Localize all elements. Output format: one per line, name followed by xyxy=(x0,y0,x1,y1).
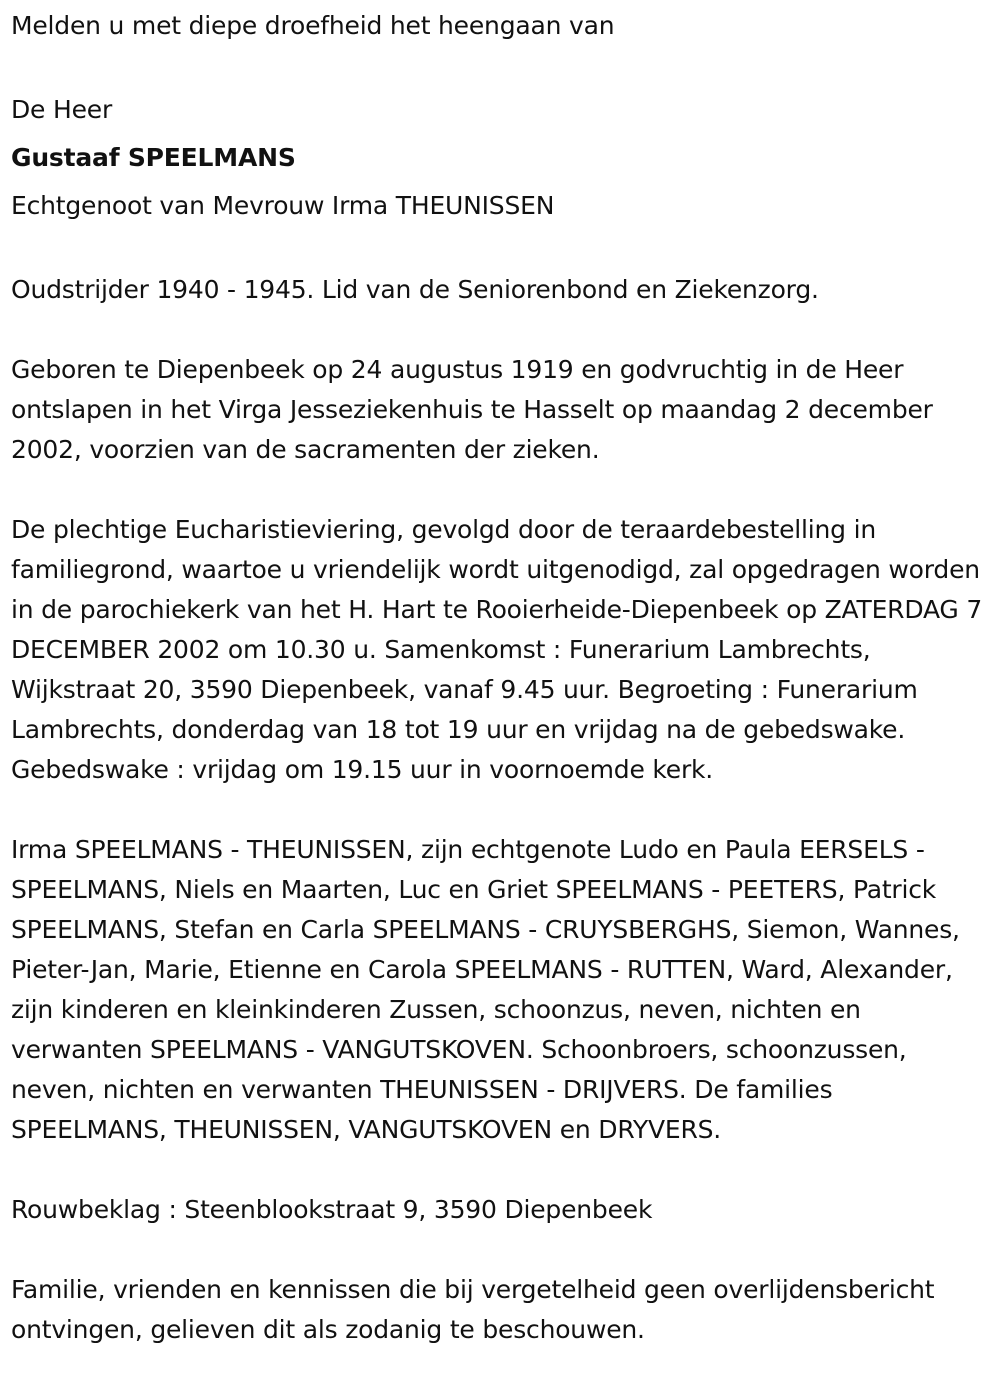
closing-paragraph: Familie, vrienden en kennissen die bij vergetelheid geen overlijdensbericht ontvingen, gelieven dit als zodanig te beschouwen. xyxy=(11,1275,935,1344)
condolence-address: Rouwbeklag : Steenblookstraat 9, 3590 Diepenbeek xyxy=(11,1195,653,1224)
birth-death-paragraph: Geboren te Diepenbeek op 24 augustus 1919 en godvruchtig in de Heer ontslapen in het Virga Jesseziekenhuis te Hasselt op maandag 2 december 2002, voorzien van de sacramenten der zieken. xyxy=(11,355,933,464)
honorific: De Heer xyxy=(11,95,113,124)
service-paragraph: De plechtige Eucharistieviering, gevolgd door de teraardebestelling in familiegrond, waartoe u vriendelijk wordt uitgenodigd, zal opgedragen worden in de parochiekerk van het H. Hart te Rooierheide-Diepenbeek op ZATERDAG 7 DECEMBER 2002 om 10.30 u. Samenkomst : Funerarium Lambrechts, Wijkstraat 20, 3590 Diepenbeek, vanaf 9.45 uur. Begroeting : Funerarium Lambrechts, donderdag van 18 tot 19 uur en vrijdag na de gebedswake. Gebedswake : vrijdag om 19.15 uur in voornoemde kerk. xyxy=(11,515,983,784)
family-paragraph: Irma SPEELMANS - THEUNISSEN, zijn echtgenote Ludo en Paula EERSELS - SPEELMANS, Niels en Maarten, Luc en Griet SPEELMANS - PEETERS, Patrick SPEELMANS, Stefan en Carla SPEELMANS - CRUYSBERGHS, Siemon, Wannes, Pieter-Jan, Marie, Etienne en Carola SPEELMANS - RUTTEN, Ward, Alexander, zijn kinderen en kleinkinderen Zussen, schoonzus, neven, nichten en verwanten SPEELMANS - VANGUTSKOVEN. Schoonbroers, schoonzussen, neven, nichten en verwanten THEUNISSEN - DRIJVERS. De families SPEELMANS, THEUNISSEN, VANGUTSKOVEN en DRYVERS. xyxy=(11,835,960,1144)
spacer xyxy=(11,310,986,350)
spacer xyxy=(11,230,986,270)
obituary-document xyxy=(11,6,986,1350)
veteran-line: Oudstrijder 1940 - 1945. Lid van de Seniorenbond en Ziekenzorg. xyxy=(11,275,819,304)
spacer xyxy=(11,46,986,86)
spacer xyxy=(11,1230,986,1270)
spacer xyxy=(11,1150,986,1190)
spouse-line: Echtgenoot van Mevrouw Irma THEUNISSEN xyxy=(11,191,555,220)
intro-text: Melden u met diepe droefheid het heengaan van xyxy=(11,11,615,40)
spacer xyxy=(11,470,986,510)
deceased-name: Gustaaf SPEELMANS xyxy=(11,143,296,172)
spacer xyxy=(11,790,986,830)
